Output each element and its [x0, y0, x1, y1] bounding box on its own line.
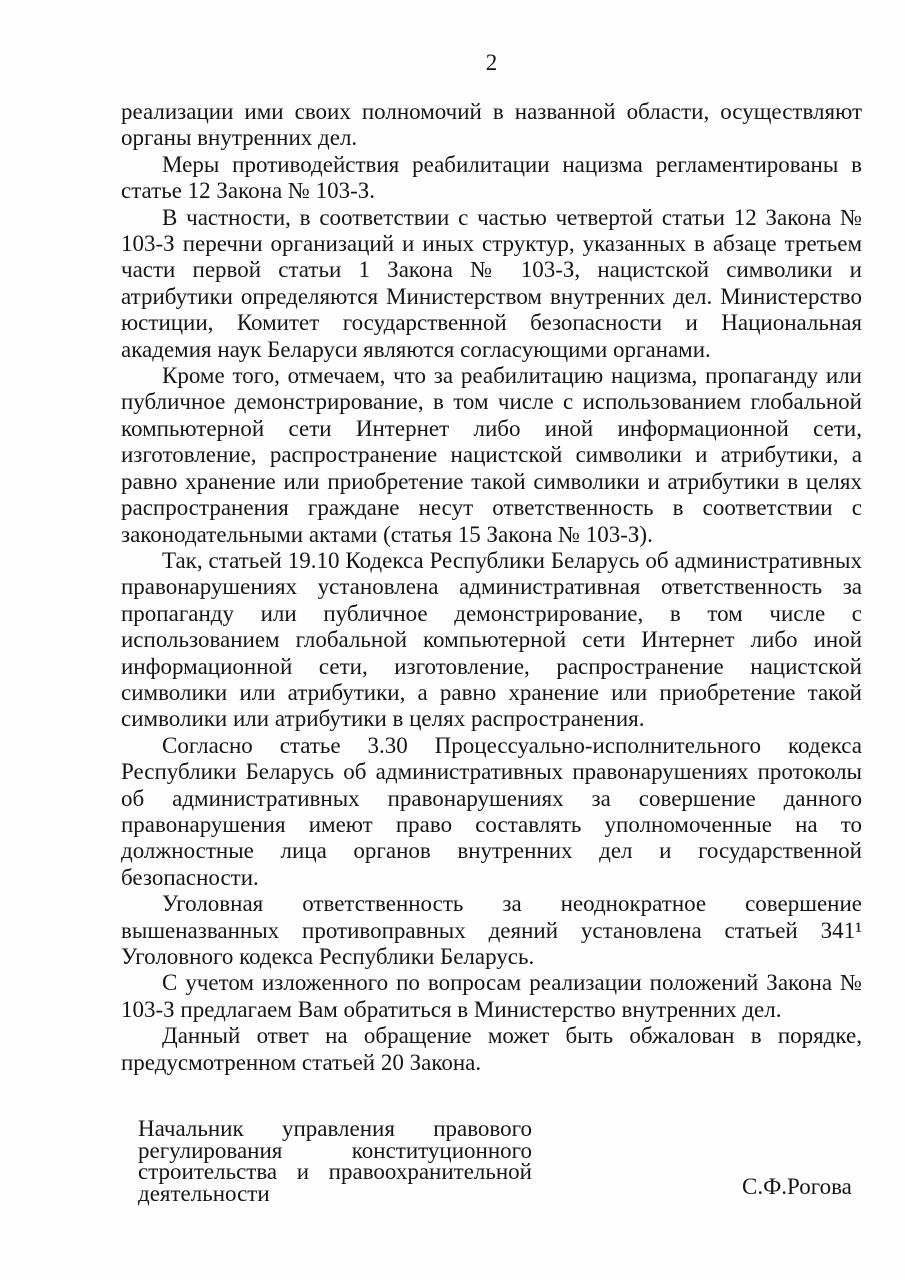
paragraph-continuation: реализации ими своих полномочий в названной области, осуществляют органы внутренних дел. — [121, 99, 862, 151]
paragraph: С учетом изложенного по вопросам реализации положений Закона № 103-З предлагаем Вам обратиться в Министерство внутренних дел. — [121, 970, 862, 1022]
paragraph: Согласно статье 3.30 Процессуально-исполнительного кодекса Республики Беларусь об административных правонарушениях протоколы об административных правонарушениях за совершение данного правонарушения имеют право составлять уполномоченные на то должностные лица органов внутренних дел и государственной безопасности. — [121, 732, 862, 890]
document-body — [121, 99, 862, 1076]
paragraph: В частности, в соответствии с частью четвертой статьи 12 Закона № 103-З перечни организаций и иных структур, указанных в абзаце третьем части первой статьи 1 Закона № 103-З, нацистской символики и атрибутики определяются Министерством внутренних дел. Министерство юстиции, Комитет государственной безопасности и Национальная академия наук Беларуси являются согласующими органами. — [121, 204, 862, 362]
paragraph: Данный ответ на обращение может быть обжалован в порядке, предусмотренном статьей 20 Закона. — [121, 1023, 862, 1075]
paragraph: Меры противодействия реабилитации нацизма регламентированы в статье 12 Закона № 103-З. — [121, 151, 862, 204]
paragraph: Кроме того, отмечаем, что за реабилитацию нацизма, пропаганду или публичное демонстрирование, в том числе с использованием глобальной компьютерной сети Интернет либо иной информационной сети, изготовление, распространение нацистской символики и атрибутики, а равно хранение или приобретение такой символики и атрибутики в целях распространения граждане несут ответственность в соответствии с законодательными актами (статья 15 Закона № 103-З). — [121, 363, 862, 547]
paragraph: Уголовная ответственность за неоднократное совершение вышеназванных противоправных деяний установлена статьей 341¹ Уголовного кодекса Республики Беларусь. — [121, 891, 862, 969]
signature-name: С.Ф.Рогова — [742, 1174, 852, 1199]
signature-position-title: Начальник управления правового регулирования конституционного строительства и правоохранительной деятельности — [138, 1116, 532, 1206]
signature-block — [0, 1118, 905, 1248]
page-number: 2 — [485, 50, 498, 75]
paragraph: Так, статьей 19.10 Кодекса Республики Беларусь об административных правонарушениях установлена административная ответственность за пропаганду или публичное демонстрирование, в том числе с использованием глобальной компьютерной сети Интернет либо иной информационной сети, изготовление, распространение нацистской символики или атрибутики, а равно хранение или приобретение такой символики или атрибутики в целях распространения. — [121, 547, 862, 732]
